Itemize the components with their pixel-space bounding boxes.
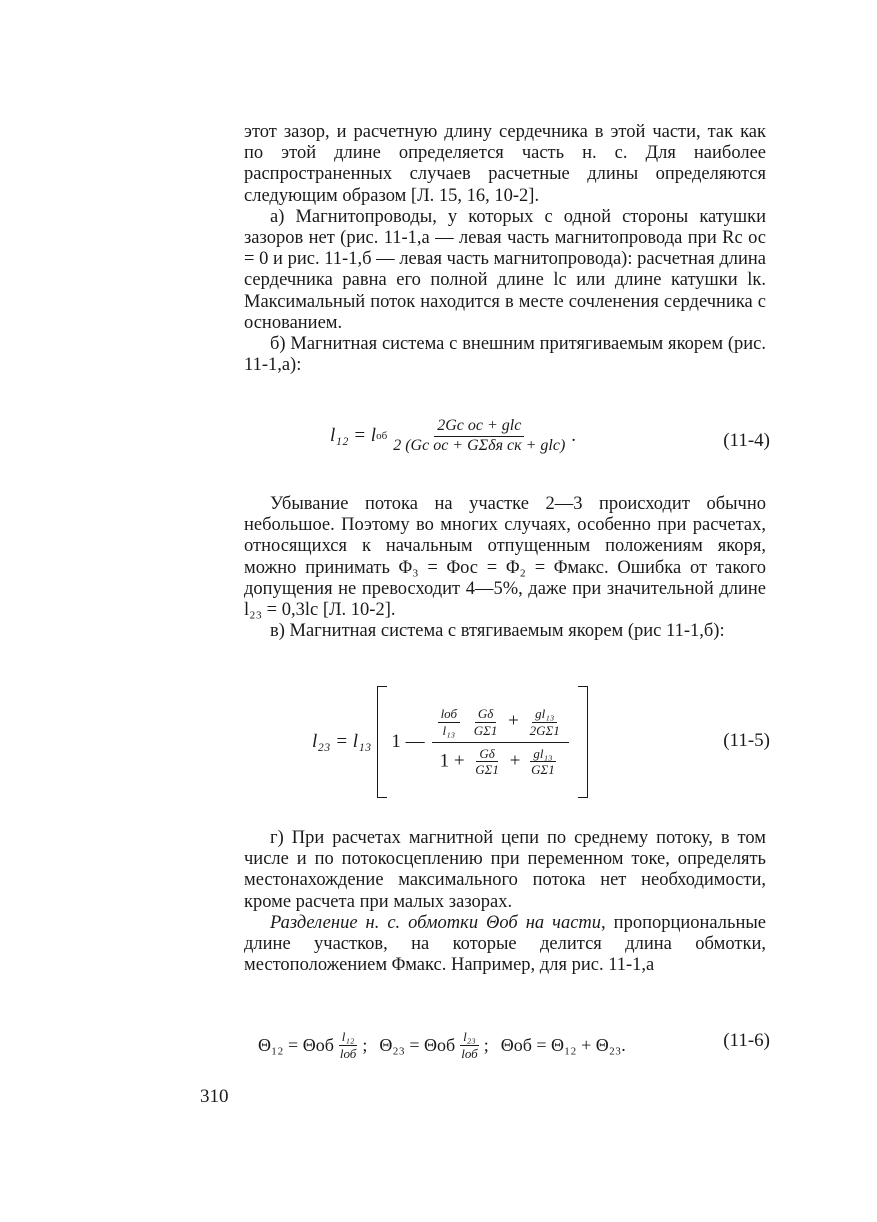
- eq-lhs: l₂₃ = l₁₃: [312, 731, 372, 752]
- left-bracket: [377, 686, 387, 798]
- frac-e-den: GΣ1: [531, 762, 555, 778]
- frac-c-num: gl₁₃: [532, 707, 557, 723]
- eq6-term1-lhs: Θ₁₂ = Θоб: [258, 1034, 334, 1055]
- frac-c-den: 2GΣ1: [529, 722, 560, 738]
- eq-numerator: 2Gс ос + glс: [434, 418, 524, 437]
- equation-number: (11-6): [723, 1030, 770, 1051]
- eq6-term2-lhs: Θ₂₃ = Θоб: [379, 1034, 456, 1055]
- paragraph-case-v: в) Магнитная система с втягиваемым якорем (рис 11-1,б):: [270, 621, 725, 642]
- equation-11-6: Θ₁₂ = Θоб $\frac{\text{l₁₂}}{\text{lоб}}$ ; Θ₂₃ = Θоб $\frac{\text{l₂₃}}{\text{lоб}}$ ; Θоб = Θ₁₂ + Θ₂₃. (11-6): [258, 1029, 770, 1061]
- equation-number: (11-4): [723, 430, 770, 451]
- equation-11-5: [240, 686, 770, 798]
- paragraph-case-b: б) Магнитная система с внешним притягиваемым якорем (рис. 11-1,а):: [244, 334, 766, 376]
- eq-denominator: 2 (Gс ос + GΣδя ск + glс): [393, 436, 566, 454]
- paragraph-split: [244, 913, 766, 977]
- page-number: 310: [200, 1086, 229, 1107]
- text-block-bottom: [244, 828, 766, 976]
- equation-11-4: l₁₂ = l об $\frac{\text{2Gс ос + glс}}{\text{2 (Gс ос + GΣδя ск + glс)}}$ . (11-4): [330, 417, 770, 454]
- den-one-plus: 1 +: [439, 750, 465, 771]
- eq-lhs: l₁₂ = l: [330, 425, 377, 447]
- eq-big-denominator: 1 + $\frac{G\delta}{G\Sigma 1}$ + $\frac{\text{gl₁₃}}{G\Sigma 1}$: [437, 743, 564, 777]
- eq6-term1-den: lоб: [339, 1045, 357, 1061]
- frac-d-num: Gδ: [476, 747, 497, 763]
- eq6-term3: Θоб = Θ₁₂ + Θ₂₃.: [500, 1034, 626, 1055]
- paragraph-flux: Убывание потока на участке 2—3 происходит обычно небольшое. Поэтому во многих случаях, особенно при расчетах, относящихся к начальным отпущенным положениям якоря, можно принимать Φ₃ = Φос = Φ₂ = Φмакс. Ошибка от такого допущения не превосходит 4—5%, даже при значительной длине l₂₃ = 0,3lс [Л. 10-2].: [244, 494, 766, 621]
- eq6-term2-num: l₂₃: [460, 1030, 479, 1046]
- equation-number: (11-5): [723, 730, 770, 751]
- eq6-term2-den: lоб: [461, 1045, 478, 1061]
- right-bracket: [578, 686, 588, 798]
- paragraph-intro: этот зазор, и расчетную длину сердечника в этой части, так как по этой длине определяется часть н. с. Для наиболее распространенных случаев расчетные длины определяются следующим образом [Л. 15, 16, 10-2].: [244, 122, 766, 206]
- eq-lhs-sub: об: [376, 430, 388, 443]
- eq-fraction: [390, 418, 568, 455]
- frac-a-den: l₁₃: [442, 722, 456, 738]
- eq6-term1-num: l₁₂: [339, 1030, 358, 1046]
- paragraph-case-a: а) Магнитопроводы, у которых с одной стороны катушки зазоров нет (рис. 11-1,а — левая часть магнитопровода при Rс ос = 0 и рис. 11-1,б — левая часть магнитопровода): расчетная длина сердечника равна его полной длине lс или длине катушки lк. Максимальный поток находится в месте сочленения сердечника с основанием.: [244, 206, 766, 333]
- frac-e-num: gl₁₃: [530, 747, 555, 763]
- frac-a-num: lоб: [438, 707, 460, 723]
- frac-b-den: GΣ1: [473, 722, 498, 738]
- eq-big-fraction: [432, 707, 569, 777]
- text-block-top: [244, 122, 766, 376]
- frac-b-num: Gδ: [475, 707, 496, 723]
- eq-big-numerator: $\frac{\text{lоб}}{\text{l₁₃}}$ $\frac{G\delta}{G\Sigma 1}$ + $\frac{\text{gl₁₃}}{2G\Sigma 1}$: [432, 707, 569, 742]
- paragraph-split-italic: Разделение н. с. обмотки Θоб на части,: [270, 912, 606, 933]
- eq-one-minus: 1 —: [391, 731, 425, 752]
- text-block-middle: [244, 494, 766, 642]
- frac-d-den: GΣ1: [475, 762, 499, 778]
- paragraph-split-rest: пропорциональные длине участков, на которые делится длина обмотки, местоположением Φмакс. Например, для рис. 11-1,а: [244, 912, 766, 976]
- paragraph-case-g: г) При расчетах магнитной цепи по среднему потоку, в том числе и по потокосцеплению при переменном токе, определять местонахождение максимального потока нет необходимости, кроме расчета при малых зазорах.: [244, 828, 766, 912]
